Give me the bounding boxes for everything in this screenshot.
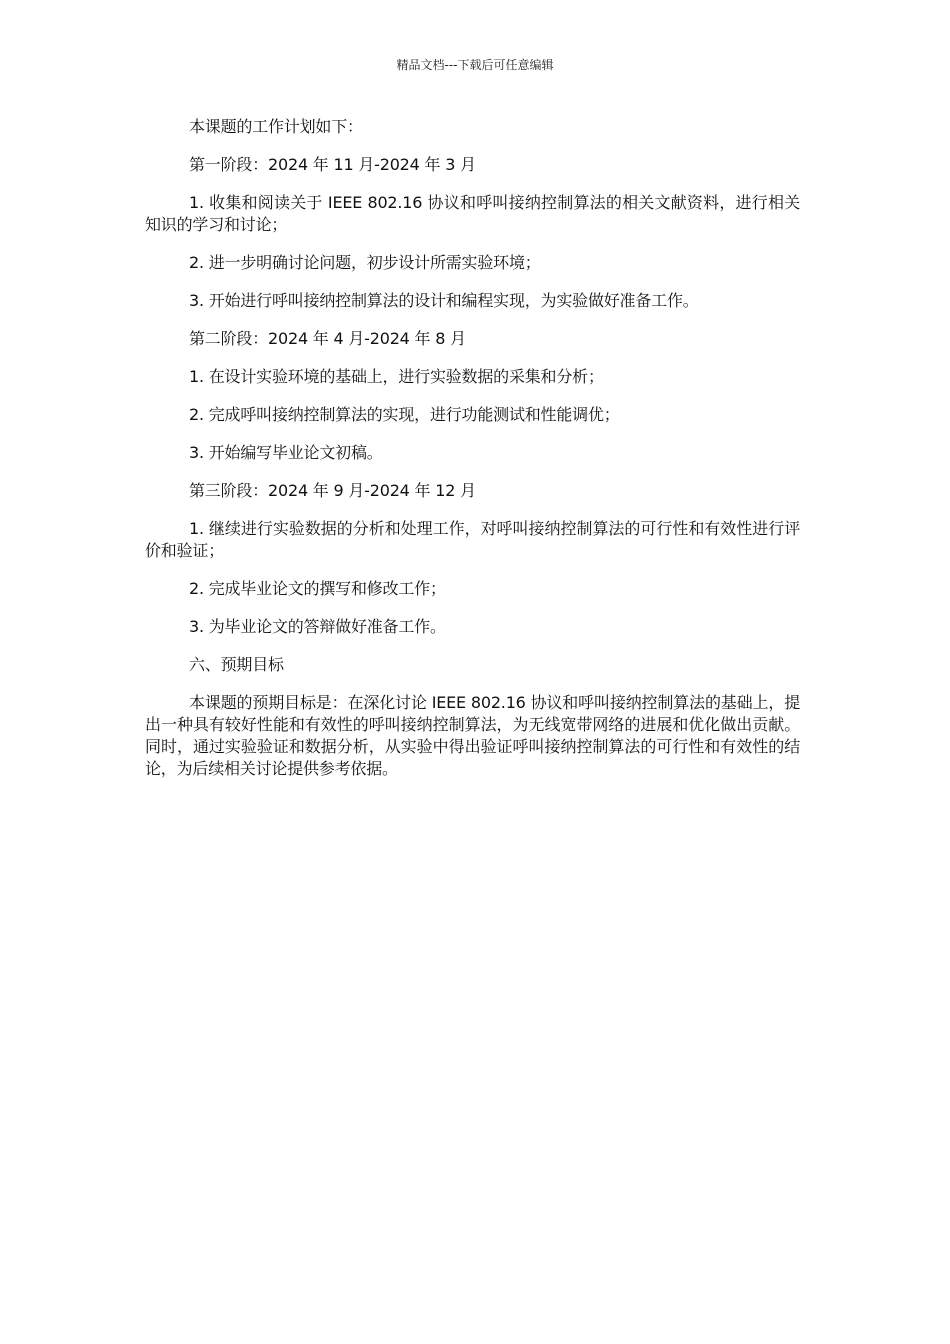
- phase-three-heading: 第三阶段：2024 年 9 月-2024 年 12 月: [189, 481, 476, 500]
- page-header: 精品文档---下载后可任意编辑: [396, 58, 554, 72]
- document-body: [145, 116, 800, 796]
- phase-three-item-2: 2. 完成毕业论文的撰写和修改工作；: [189, 579, 446, 598]
- phase-two-item-2: 2. 完成呼叫接纳控制算法的实现，进行功能测试和性能调优；: [189, 405, 620, 424]
- phase-one-item-1: 1. 收集和阅读关于 IEEE 802.16 协议和呼叫接纳控制算法的相关文献资料，进行相关知识的学习和讨论；: [145, 193, 800, 234]
- phase-one-item-3: 3. 开始进行呼叫接纳控制算法的设计和编程实现，为实验做好准备工作。: [189, 291, 699, 310]
- phase-two-item-3: 3. 开始编写毕业论文初稿。: [189, 443, 383, 462]
- work-plan-intro: 本课题的工作计划如下：: [189, 117, 363, 136]
- section-heading-expected-goals: 六、预期目标: [189, 655, 284, 674]
- phase-one-heading: 第一阶段：2024 年 11 月-2024 年 3 月: [189, 155, 476, 174]
- phase-two-item-1: 1. 在设计实验环境的基础上，进行实验数据的采集和分析；: [189, 367, 604, 386]
- phase-one-item-2: 2. 进一步明确讨论问题，初步设计所需实验环境；: [189, 253, 541, 272]
- expected-goals-paragraph: 本课题的预期目标是：在深化讨论 IEEE 802.16 协议和呼叫接纳控制算法的基础上，提出一种具有较好性能和有效性的呼叫接纳控制算法，为无线宽带网络的进展和优化做出贡献。同时，通过实验验证和数据分析，从实验中得出验证呼叫接纳控制算法的可行性和有效性的结论，为后续相关讨论提供参考依据。: [145, 693, 800, 778]
- phase-three-item-3: 3. 为毕业论文的答辩做好准备工作。: [189, 617, 446, 636]
- phase-two-heading: 第二阶段：2024 年 4 月-2024 年 8 月: [189, 329, 466, 348]
- phase-three-item-1: 1. 继续进行实验数据的分析和处理工作，对呼叫接纳控制算法的可行性和有效性进行评价和验证；: [145, 519, 800, 560]
